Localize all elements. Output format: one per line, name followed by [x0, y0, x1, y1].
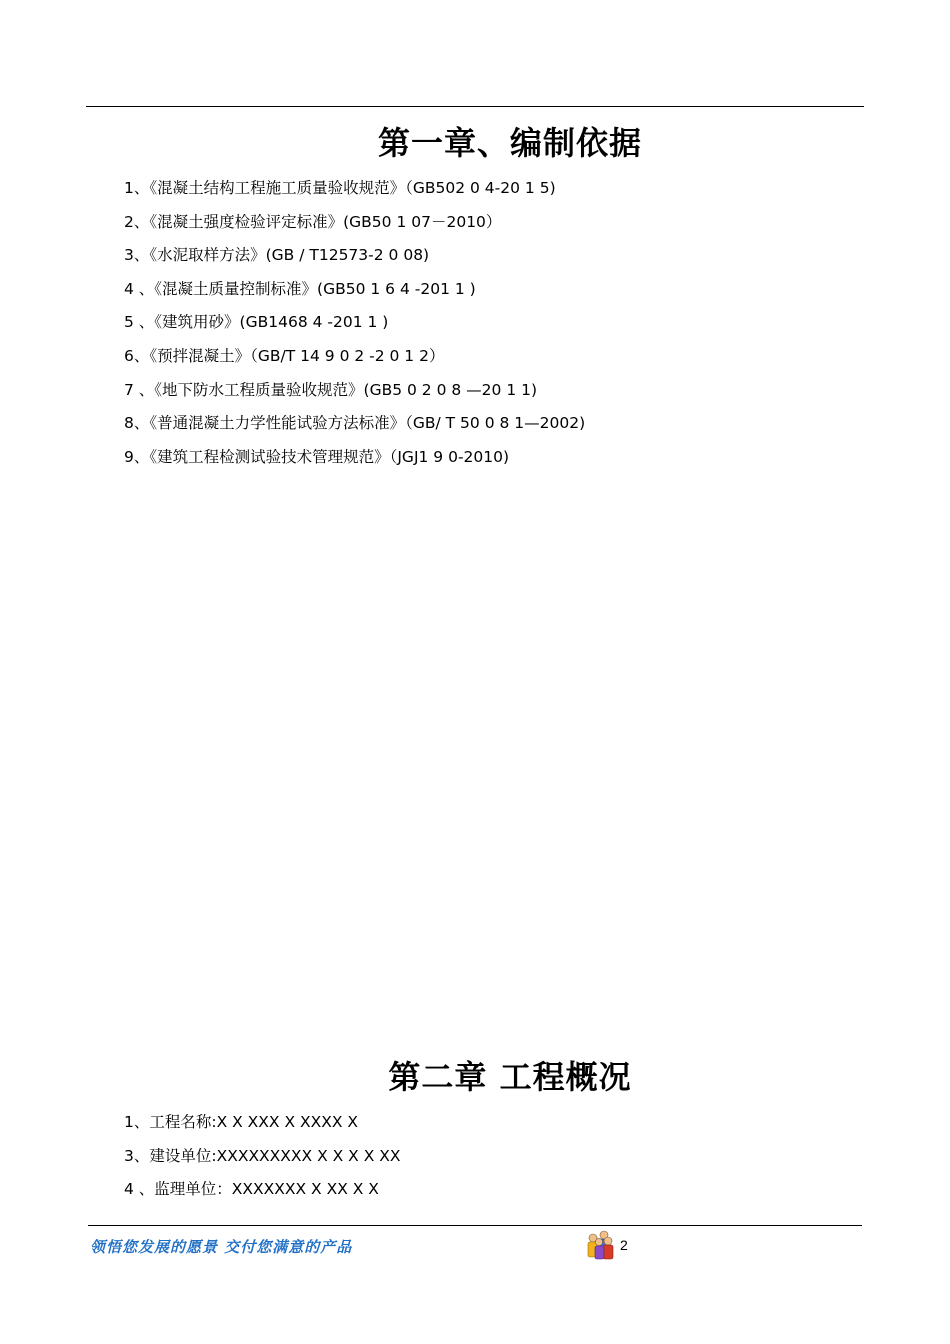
list-item: 4 、监理单位：XXXXXXX X XX X X — [124, 1180, 379, 1199]
list-item: 3、建设单位:XXXXXXXXX X X X X XX — [124, 1146, 401, 1165]
list-item: 4 、《混凝土质量控制标准》(GB50 1 6 4 -201 1 ) — [124, 279, 476, 298]
list-item: 8、《普通混凝土力学性能试验方法标准》（GB/ T 50 0 8 1—2002) — [124, 414, 586, 433]
header-rule — [86, 106, 864, 107]
list-item: 3、《水泥取样方法》(GB / T12573-2 0 08) — [124, 246, 430, 265]
list-item: 2、《混凝土强度检验评定标准》(GB50 1 07－2010） — [124, 212, 502, 231]
list-item: 7 、《地下防水工程质量验收规范》(GB5 0 2 0 8 —20 1 1) — [124, 380, 538, 399]
list-item: 9、《建筑工程检测试验技术管理规范》（JGJ1 9 0-2010) — [124, 447, 510, 466]
footer-slogan: 领悟您发展的愿景 交付您满意的产品 — [90, 1238, 353, 1256]
people-group-icon — [584, 1230, 616, 1260]
chapter-1-title: 第一章、编制依据 — [377, 124, 642, 162]
list-item: 1、《混凝土结构工程施工质量验收规范》（GB502 0 4-20 1 5) — [124, 179, 556, 197]
page-number: 2 — [620, 1237, 628, 1253]
chapter-2-title: 第二章 工程概况 — [388, 1058, 632, 1096]
footer-rule — [88, 1225, 862, 1226]
list-item: 6、《预拌混凝土》（GB/T 14 9 0 2 -2 0 1 2） — [124, 346, 445, 365]
list-item: 1、工程名称:X X XXX X XXXX X — [124, 1113, 359, 1131]
reference-standards-list — [124, 178, 585, 480]
project-overview-list — [124, 1112, 401, 1213]
list-item: 5 、《建筑用砂》(GB1468 4 -201 1 ) — [124, 313, 389, 332]
